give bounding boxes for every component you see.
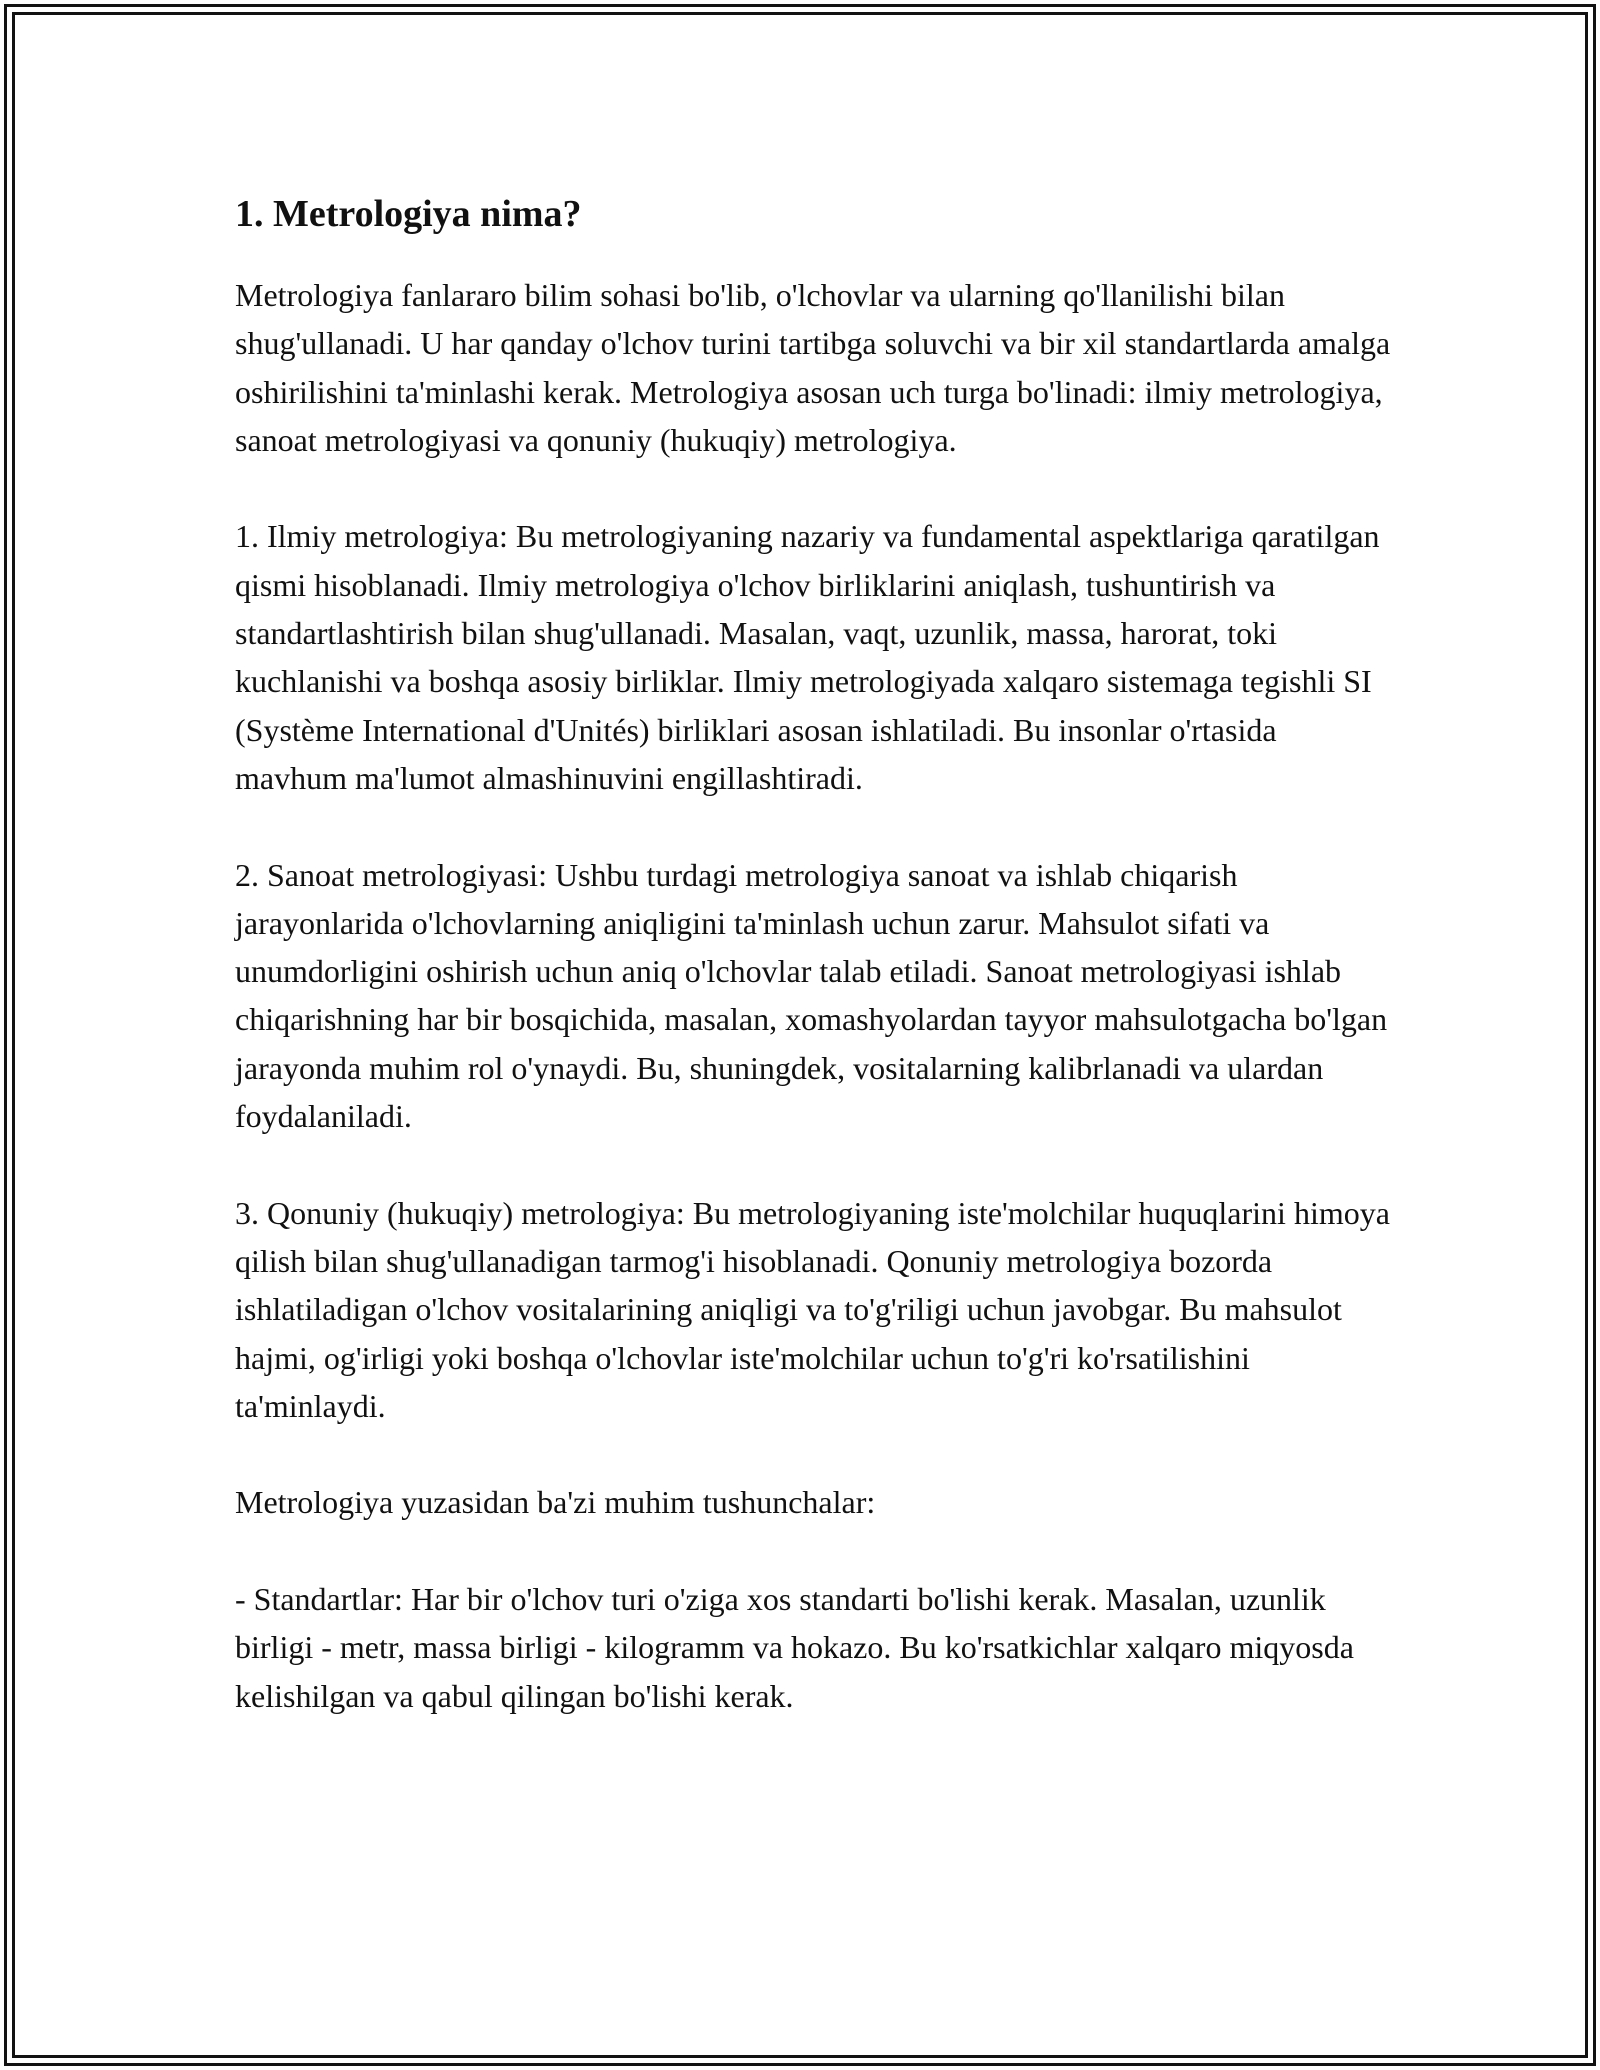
paragraph-scientific-metrology: 1. Ilmiy metrologiya: Bu metrologiyaning nazariy va fundamental aspektlariga qaratilgan qismi hisoblanadi. Ilmiy metrologiya o'lchov birliklarini aniqlash, tushuntirish va standartlashtirish bilan shug'ullanadi. Masalan, vaqt, uzunlik, massa, harorat, toki kuchlanishi va boshqa asosiy birliklar. Ilmiy metrologiyada xalqaro sistemaga tegishli SI (Système International d'Unités) birliklari asosan ishlatiladi. Bu insonlar o'rtasida mavhum ma'lumot almashinuvini engillashtiradi. (235, 518, 1380, 796)
paragraph-concepts-heading: Metrologiya yuzasidan ba'zi muhim tushunchalar: (235, 1484, 876, 1521)
document-title: 1. Metrologiya nima? (235, 193, 582, 235)
paragraph-standards: - Standartlar: Har bir o'lchov turi o'ziga xos standarti bo'lishi kerak. Masalan, uzunlik birligi - metr, massa birligi - kilogramm va hokazo. Bu ko'rsatkichlar xalqaro miqyosda kelishilgan va qabul qilingan bo'lishi kerak. (235, 1581, 1354, 1714)
paragraph-intro: Metrologiya fanlararo bilim sohasi bo'lib, o'lchovlar va ularning qo'llanilishi bilan shug'ullanadi. U har qanday o'lchov turini tartibga soluvchi va bir xil standartlarda amalga oshirilishini ta'minlashi kerak. Metrologiya asosan uch turga bo'linadi: ilmiy metrologiya, sanoat metrologiyasi va qonuniy (hukuqiy) metrologiya. (235, 277, 1391, 458)
document-body (235, 185, 1395, 1768)
paragraph-legal-metrology: 3. Qonuniy (hukuqiy) metrologiya: Bu metrologiyaning iste'molchilar huquqlarini himoya qilish bilan shug'ullanadigan tarmog'i hisoblanadi. Qonuniy metrologiya bozorda ishlatiladigan o'lchov vositalarining aniqligi va to'g'riligi uchun javobgar. Bu mahsulot hajmi, og'irligi yoki boshqa o'lchovlar iste'molchilar uchun to'g'ri ko'rsatilishini ta'minlaydi. (235, 1194, 1390, 1424)
paragraph-industrial-metrology: 2. Sanoat metrologiyasi: Ushbu turdagi metrologiya sanoat va ishlab chiqarish jarayonlarida o'lchovlarning aniqligini ta'minlash uchun zarur. Mahsulot sifati va unumdorligini oshirish uchun aniq o'lchovlar talab etiladi. Sanoat metrologiyasi ishlab chiqarishning har bir bosqichida, masalan, xomashyolardan tayyor mahsulotgacha bo'lgan jarayonda muhim rol o'ynaydi. Bu, shuningdek, vositalarning kalibrlanadi va ulardan foydalaniladi. (235, 856, 1388, 1135)
